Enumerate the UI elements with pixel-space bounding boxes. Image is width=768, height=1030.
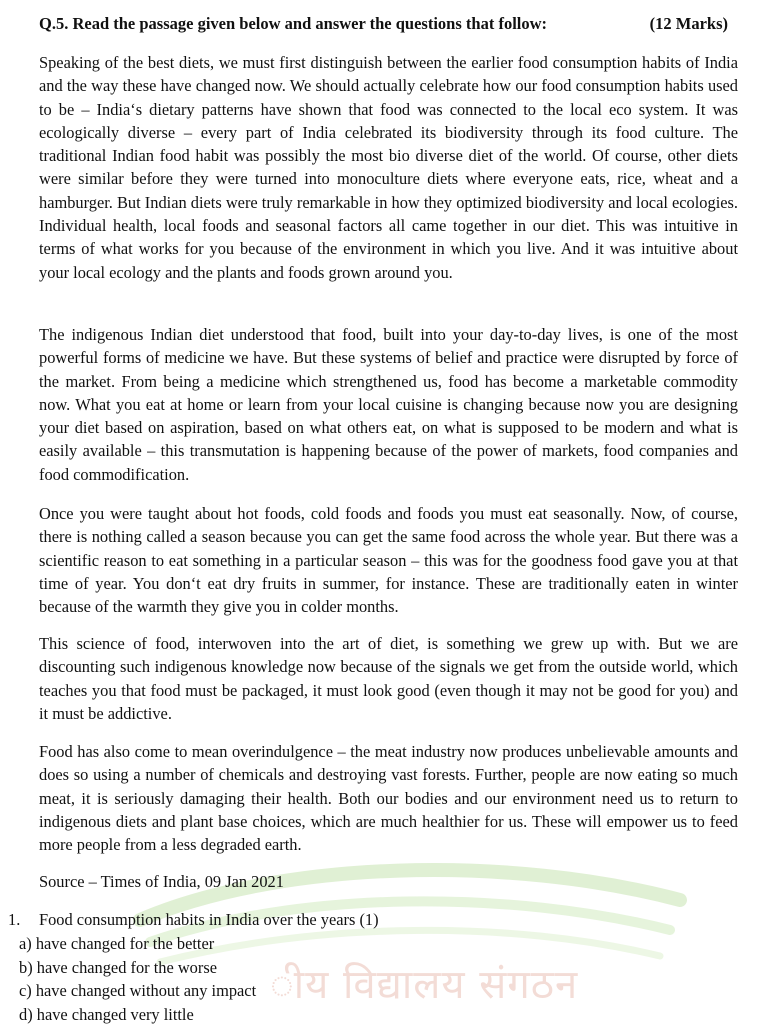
passage-paragraph-4: This science of food, interwoven into the art of diet, is something we grew up with. But we are discounting such indigenous knowledge now because of the signals we get from the outside world, which teaches you that food must be packaged, it must look good (even though it may not be good for you) and it must be addictive. xyxy=(39,634,738,723)
passage-paragraph-5: Food has also come to mean overindulgence – the meat industry now produces unbelievable amounts and does so using a number of chemicals and destroying vast forests. Further, people are now eating so much meat, it is seriously damaging their health. Both our bodies and our environment need us to return to indigenous diets and plant base choices, which are much healthier for us. These will empower us to feed more people from a less degraded earth. xyxy=(39,742,738,855)
passage-source: Source – Times of India, 09 Jan 2021 xyxy=(39,872,284,891)
passage-paragraph-2: The indigenous Indian diet understood that food, built into your day-to-day lives, is one of the most powerful forms of medicine we have. But these systems of belief and practice were disrupted by force of the market. From being a medicine which strengthened us, food has become a marketable commodity now. What you eat at home or learn from your local cuisine is changing because now you are designing your diet based on aspiration, based on what others eat, on what is supposed to be modern and what is easily available – this transmutation is happening because of the power of markets, food companies and food commodification. xyxy=(39,325,738,484)
mcq-option-c: c) have changed without any impact xyxy=(19,981,257,1000)
passage-paragraph-3: Once you were taught about hot foods, cold foods and foods you must eat seasonally. Now, of course, there is nothing called a season because you can get the same food across the whole year. But there was a scientific reason to eat something in a particular season – this was for the goodness food gave you at that time of year. You don‘t eat dry fruits in summer, for instance. These are traditionally eaten in winter because of the warmth they give you in colder months. xyxy=(39,504,738,617)
watermark-text: ीय विद्यालय संगठन xyxy=(270,962,579,1008)
mcq-options xyxy=(19,932,256,1026)
question-header xyxy=(39,14,728,34)
passage-paragraph-1: Speaking of the best diets, we must first distinguish between the earlier food consumption habits of India and the way these have changed now. We should actually celebrate how our food consumption habits used to be – India‘s dietary patterns have shown that food was connected to the local eco system. It was ecologically diverse – every part of India celebrated its biodiversity through its food culture. The traditional Indian food habit was possibly the most bio diverse diet of the world. Of course, other diets were similar before they were turned into monoculture diets where everyone eats, rice, wheat and a hamburger. But Indian diets were truly remarkable in how they optimized biodiversity and local ecologies. Individual health, local foods and seasonal factors all came together in our diet. This was intuitive in terms of what works for you because of the environment in which you live. And it was intuitive about your local ecology and the plants and foods grown around you. xyxy=(39,53,738,282)
question-title: Q.5. Read the passage given below and answer the questions that follow: xyxy=(39,14,548,33)
mcq-option-a: a) have changed for the better xyxy=(19,934,215,953)
mcq-question xyxy=(8,910,379,930)
question-marks: (12 Marks) xyxy=(649,14,728,33)
mcq-option-d: d) have changed very little xyxy=(19,1004,194,1024)
mcq-option-b: b) have changed for the worse xyxy=(19,957,217,977)
mcq-number: 1. xyxy=(8,910,21,929)
mcq-text: Food consumption habits in India over the years (1) xyxy=(39,910,379,929)
